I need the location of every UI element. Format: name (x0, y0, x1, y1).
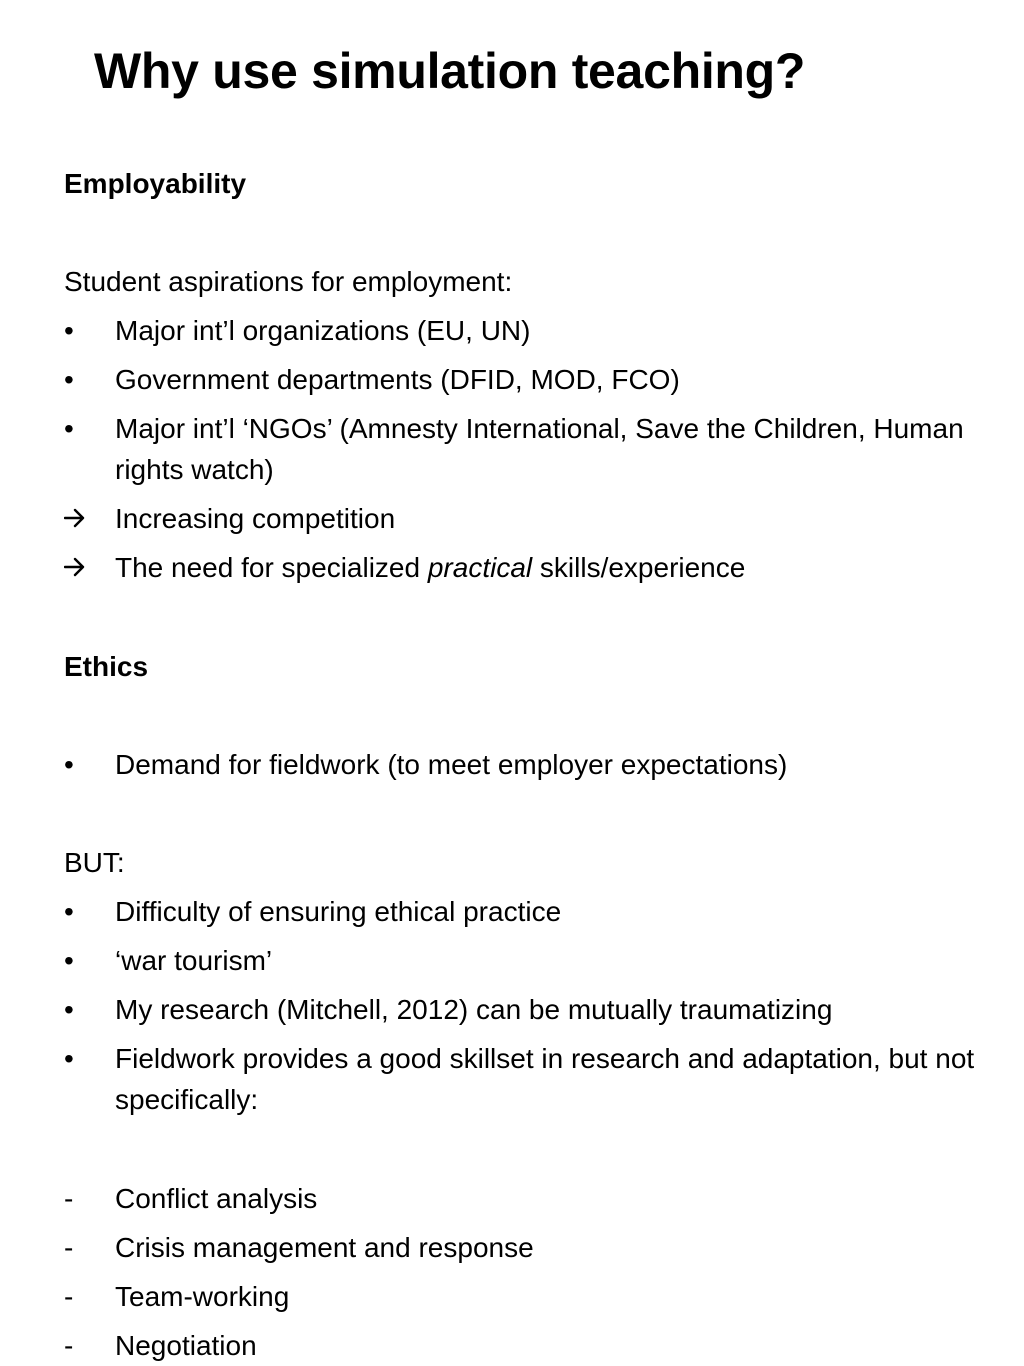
list-item-text: Difficulty of ensuring ethical practice (115, 896, 562, 927)
bullet-marker: • (64, 749, 74, 780)
list-item-text: Major int’l ‘NGOs’ (Amnesty International, Save the Children, Human rights watch) (115, 413, 964, 485)
list-item-text: Negotiation (115, 1330, 257, 1361)
list-item-text: Government departments (DFID, MOD, FCO) (115, 364, 680, 395)
list-item-text: Team-working (115, 1281, 290, 1312)
slide-title: Why use simulation teaching? (94, 43, 806, 99)
dash-marker: - (64, 1330, 74, 1361)
text-before: The need for specialized (115, 552, 428, 583)
list-item-text: ‘war tourism’ (115, 945, 273, 976)
dash-marker: - (64, 1281, 74, 1312)
bullet-marker: • (64, 315, 74, 346)
bullet-marker: • (64, 896, 74, 927)
bullet-marker: • (64, 413, 74, 444)
right-arrow-icon (64, 498, 104, 528)
list-item-text: Increasing competition (115, 503, 396, 534)
ethics-heading: Ethics (64, 651, 149, 682)
employability-heading: Employability (64, 168, 247, 199)
list-item-text: My research (Mitchell, 2012) can be mutually traumatizing (115, 994, 833, 1025)
but-label: BUT: (64, 847, 125, 878)
list-item-text: Major int’l organizations (EU, UN) (115, 315, 531, 346)
bullet-marker: • (64, 994, 74, 1025)
dash-marker: - (64, 1183, 74, 1214)
bullet-marker: • (64, 1043, 74, 1074)
emphasis-text: practical (427, 552, 533, 583)
right-arrow-icon (64, 547, 104, 577)
list-item-text: Conflict analysis (115, 1183, 318, 1214)
employment-intro: Student aspirations for employment: (64, 266, 513, 297)
list-item-text: Fieldwork provides a good skillset in research and adaptation, but not specifically: (115, 1043, 975, 1115)
dash-marker: - (64, 1232, 74, 1263)
bullet-marker: • (64, 364, 74, 395)
bullet-marker: • (64, 945, 74, 976)
text-after: skills/experience (532, 552, 746, 583)
list-item-text: Crisis management and response (115, 1232, 534, 1263)
list-item-text: Demand for fieldwork (to meet employer expectations) (115, 749, 788, 780)
list-item-text (115, 547, 980, 588)
